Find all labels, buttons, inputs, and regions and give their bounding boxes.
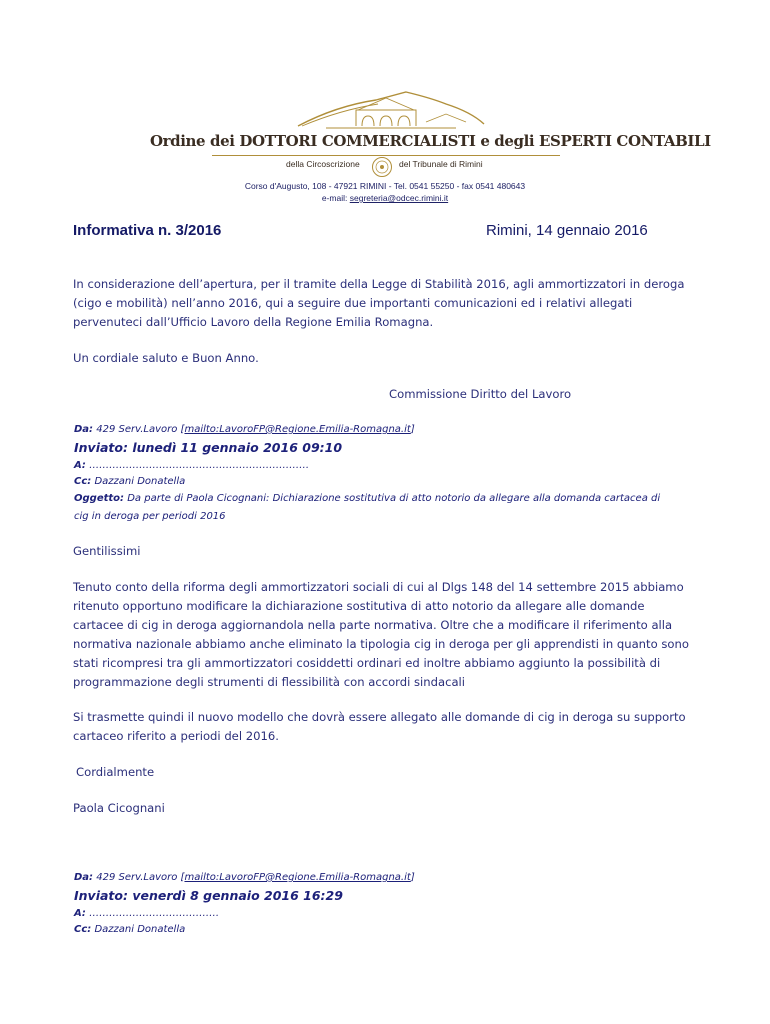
tribunale-label: del Tribunale di Rimini [399, 159, 483, 169]
message-para1-line2: ritenuto opportuno modificare la dichiarazione sostitutiva di atto notorio da allegare alle domande [73, 599, 645, 613]
email2-cc [74, 924, 185, 935]
email1-cc-value: Dazzani Donatella [94, 476, 186, 487]
email1-from-link[interactable]: mailto:LavoroFP@Regione.Emilia-Romagna.it [184, 424, 411, 435]
email1-subject-line1: Da parte di Paola Cicognani: Dichiarazione sostitutiva di atto notorio da allegare alla domanda cartacea di [127, 493, 661, 504]
email2-from [74, 872, 415, 883]
email2-to-value: ………………………………… [89, 908, 220, 919]
intro-line-2: (cigo e mobilità) nell’anno 2016, qui a seguire due importanti comunicazioni ed i relativi allegati [73, 296, 633, 310]
message-para1-line3: cartacee di cig in deroga aggiornandola nella parte normativa. Oltre che a modificare il riferimento alla [73, 618, 673, 632]
email-label: e-mail: [321, 193, 348, 203]
message-para1-line5: stati ricompresi tra gli ammortizzatori cosiddetti ordinari ed inoltre abbiamo aggiunto la possibilità di [73, 656, 661, 670]
commission-signature: Commissione Diritto del Lavoro [389, 387, 572, 401]
email2-to-label: A: [74, 908, 86, 919]
message-para2-line1: Si trasmette quindi il nuovo modello che dovrà essere allegato alle domande di cig in deroga su supporto [73, 710, 686, 724]
message-closing: Cordialmente [76, 765, 155, 779]
order-title: Ordine dei DOTTORI COMMERCIALISTI e degli ESPERTI CONTABILI [150, 132, 711, 150]
seal-icon [371, 156, 393, 178]
message-para1-line4: normativa nazionale abbiamo anche eliminato la tipologia cig in deroga per gli apprendisti in quanto sono [73, 637, 689, 651]
email2-from-label: Da: [74, 872, 94, 883]
email1-to [74, 460, 309, 471]
intro-line-3: pervenuteci dall’Ufficio Lavoro della Regione Emilia Romagna. [73, 315, 434, 329]
email1-from-name: 429 Serv.Lavoro [ [96, 424, 185, 435]
message-salutation: Gentilissimi [73, 544, 141, 558]
email1-from-label: Da: [74, 424, 94, 435]
email1-cc [74, 476, 185, 487]
email1-subject-line2: cig in deroga per periodi 2016 [74, 511, 226, 522]
email1-sent: Inviato: lunedì 11 gennaio 2016 09:10 [74, 440, 343, 455]
email2-from-close: ] [410, 872, 415, 883]
message-signer: Paola Cicognani [73, 801, 165, 815]
email2-from-link[interactable]: mailto:LavoroFP@Regione.Emilia-Romagna.it [184, 872, 411, 883]
email2-cc-label: Cc: [74, 924, 92, 935]
letterhead-address: Corso d'Augusto, 108 - 47921 RIMINI - Tel. 0541 55250 - fax 0541 480643 [244, 181, 526, 191]
email1-subject-label: Oggetto: [74, 493, 125, 504]
email1-cc-label: Cc: [74, 476, 92, 487]
greeting: Un cordiale saluto e Buon Anno. [73, 351, 259, 365]
segreteria-email-link[interactable]: segreteria@odcec.rimini.it [349, 193, 449, 203]
email1-from [74, 424, 415, 435]
email2-from-name: 429 Serv.Lavoro [ [96, 872, 185, 883]
email1-to-value: ………………………………………………………… [89, 460, 310, 471]
order-logo [296, 88, 486, 130]
email2-sent: Inviato: venerdì 8 gennaio 2016 16:29 [74, 888, 343, 903]
email1-from-close: ] [410, 424, 415, 435]
email1-to-label: A: [74, 460, 86, 471]
email2-to [74, 908, 219, 919]
document-title: Informativa n. 3/2016 [73, 222, 222, 239]
email2-cc-value: Dazzani Donatella [94, 924, 186, 935]
letterhead-email-line [150, 193, 620, 203]
email1-subject [74, 493, 660, 504]
intro-line-1: In considerazione dell’apertura, per il tramite della Legge di Stabilità 2016, agli ammortizzatori in deroga [73, 277, 685, 291]
circoscrizione-label: della Circoscrizione [286, 159, 360, 169]
place-date: Rimini, 14 gennaio 2016 [486, 222, 648, 239]
message-para1-line1: Tenuto conto della riforma degli ammortizzatori sociali di cui al Dlgs 148 del 14 settembre 2015 abbiamo [73, 580, 684, 594]
message-para2-line2: cartaceo riferito a periodi del 2016. [73, 729, 279, 743]
message-para1-line6: programmazione degli strumenti di flessibilità con accordi sindacali [73, 675, 465, 689]
